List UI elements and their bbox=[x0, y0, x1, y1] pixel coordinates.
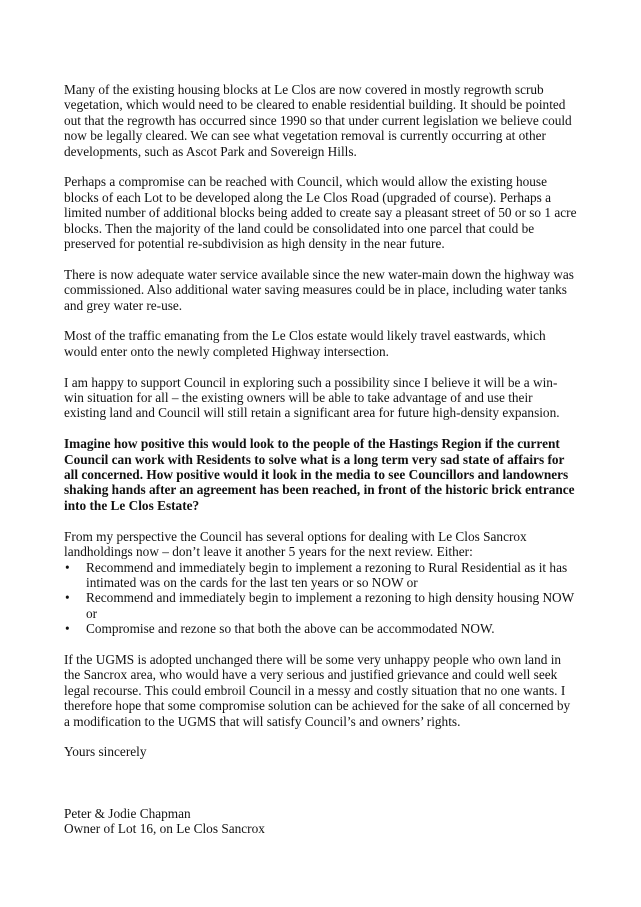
bullet-glyph: • bbox=[65, 621, 70, 637]
paragraph-traffic: Most of the traffic emanating from the Le Clos estate would likely travel eastwards, which would enter onto the newly completed Highway intersection. bbox=[64, 328, 546, 359]
list-item bbox=[64, 621, 577, 636]
option-high-density: Recommend and immediately begin to implement a rezoning to high density housing NOW or bbox=[86, 590, 574, 621]
paragraph-compromise: Perhaps a compromise can be reached with Council, which would allow the existing house blocks of each Lot to be developed along the Le Clos Road (upgraded of course). Perhaps a limited number of additional blocks being added to create say a pleasant street of 50 or so 1 acre blocks. Then the majority of the land could be consolidated into one parcel that could be preserved for potential re-subdivision as high density in the near future. bbox=[64, 174, 577, 252]
paragraph-closing: If the UGMS is adopted unchanged there will be some very unhappy people who own land in the Sancrox area, who would have a very serious and justified grievance and could well seek legal recourse. This could embroil Council in a messy and costly situation that no one wants. I therefore hope that some compromise solution can be achieved for the sake of all concerned by a modification to the UGMS that will satisfy Council’s and owners’ rights. bbox=[64, 651, 571, 729]
bullet-glyph: • bbox=[65, 559, 70, 575]
signature-names: Peter & Jodie Chapman bbox=[64, 805, 191, 821]
paragraph-vegetation: Many of the existing housing blocks at Le Clos are now covered in mostly regrowth scrub vegetation, which would need to be cleared to enable residential building. It should be pointed out that the regrowth has occurred since 1990 so that under current legislation we believe could now be legally cleared. We can see what vegetation removal is currently occurring at other developments, such as Ascot Park and Sovereign Hills. bbox=[64, 82, 572, 159]
option-compromise: Compromise and rezone so that both the above can be accommodated NOW. bbox=[86, 621, 495, 637]
option-rural-residential: Recommend and immediately begin to implement a rezoning to Rural Residential as it has intimated was on the cards for the last ten years or so NOW or bbox=[86, 559, 568, 590]
bullet-glyph: • bbox=[65, 590, 70, 606]
options-list bbox=[64, 560, 577, 637]
signoff: Yours sincerely bbox=[64, 744, 147, 760]
paragraph-water-service: There is now adequate water service available since the new water-main down the highway was commissioned. Also additional water saving measures could be in place, including water tanks and grey water re-use. bbox=[64, 266, 574, 313]
paragraph-support: I am happy to support Council in exploring such a possibility since I believe it will be a win-win situation for all – the existing owners will be able to take advantage of and use their existing land and Council will still retain a significant area for future high-density expansion. bbox=[64, 374, 560, 421]
paragraph-options-intro: From my perspective the Council has several options for dealing with Le Clos Sancrox landholdings now – don’t leave it another 5 years for the next review. Either: bbox=[64, 528, 527, 560]
signature-space bbox=[64, 760, 577, 806]
signature-title: Owner of Lot 16, on Le Clos Sancrox bbox=[64, 821, 265, 837]
list-item bbox=[64, 590, 577, 621]
paragraph-imagine-bold: Imagine how positive this would look to the people of the Hastings Region if the current Council can work with Residents to solve what is a long term very sad state of affairs for all concerned. How positive would it look in the media to see Councillors and landowners shaking hands after an agreement has been reached, in front of the historic brick entrance into the Le Clos Estate? bbox=[64, 436, 575, 513]
list-item bbox=[64, 560, 577, 591]
